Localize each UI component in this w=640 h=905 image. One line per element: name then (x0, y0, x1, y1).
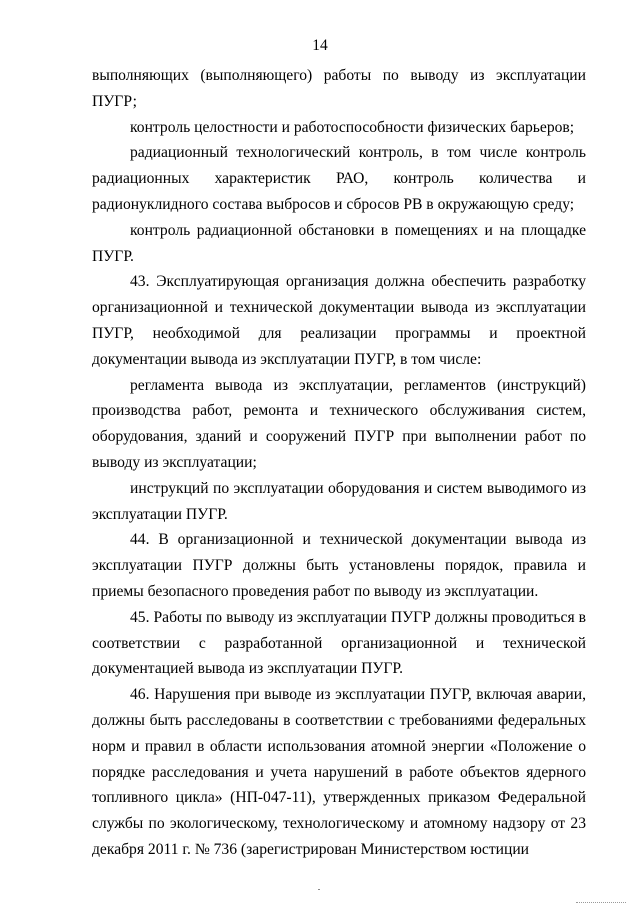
page-number: 14 (312, 37, 328, 54)
paragraph-regulations: регламента вывода из эксплуатации, регламентов (инструкций) производства работ, ремонта и технического обслуживания систем, оборудования, зданий и сооружений ПУГР при выполнении работ по выводу из эксплуатации; (92, 376, 586, 471)
document-body (92, 63, 586, 863)
paragraph-continuation: выполняющих (выполняющего) работы по выводу из эксплуатации ПУГР; (92, 67, 586, 110)
paragraph-item-45: 45. Работы по выводу из эксплуатации ПУГР должны проводиться в соответствии с разработанной организационной и технической документацией вывода из эксплуатации ПУГР. (92, 608, 586, 678)
paragraph-item-46: 46. Нарушения при выводе из эксплуатации ПУГР, включая аварии, должны быть расследованы в соответствии с требованиями федеральных норм и правил в области использования атомной энергии «Положение о порядке расследования и учета нарушений в работе объектов ядерного топливного цикла» (НП-047-11), утвержденных приказом Федеральной службы по экологическому, технологическому и атомному надзору от 23 декабря 2011 г. № 736 (зарегистрирован Министерством юстиции (92, 686, 586, 858)
paragraph-barrier-control: контроль целостности и работоспособности физических барьеров; (130, 118, 575, 136)
paragraph-radiation-tech-control: радиационный технологический контроль, в том числе контроль радиационных характеристик РАО, контроль количества и радионуклидного состава выбросов и сбросов РВ в окружающую среду; (92, 144, 586, 213)
scan-edge-marks (576, 896, 626, 903)
paragraph-item-44: 44. В организационной и технической документации вывода из эксплуатации ПУГР должны быть установлены порядок, правила и приемы безопасного проведения работ по выводу из эксплуатации. (92, 531, 586, 600)
paragraph-instructions: инструкций по эксплуатации оборудования и систем выводимого из эксплуатации ПУГР. (92, 479, 586, 523)
paragraph-item-43: 43. Эксплуатирующая организация должна обеспечить разработку организационной и технической документации вывода из эксплуатации ПУГР, необходимой для реализации программы и проектной документации вывода из эксплуатации ПУГР, в том числе: (92, 273, 586, 368)
paragraph-radiation-situation-control: контроль радиационной обстановки в помещениях и на площадке ПУГР. (92, 221, 586, 265)
scan-speck (318, 889, 320, 890)
